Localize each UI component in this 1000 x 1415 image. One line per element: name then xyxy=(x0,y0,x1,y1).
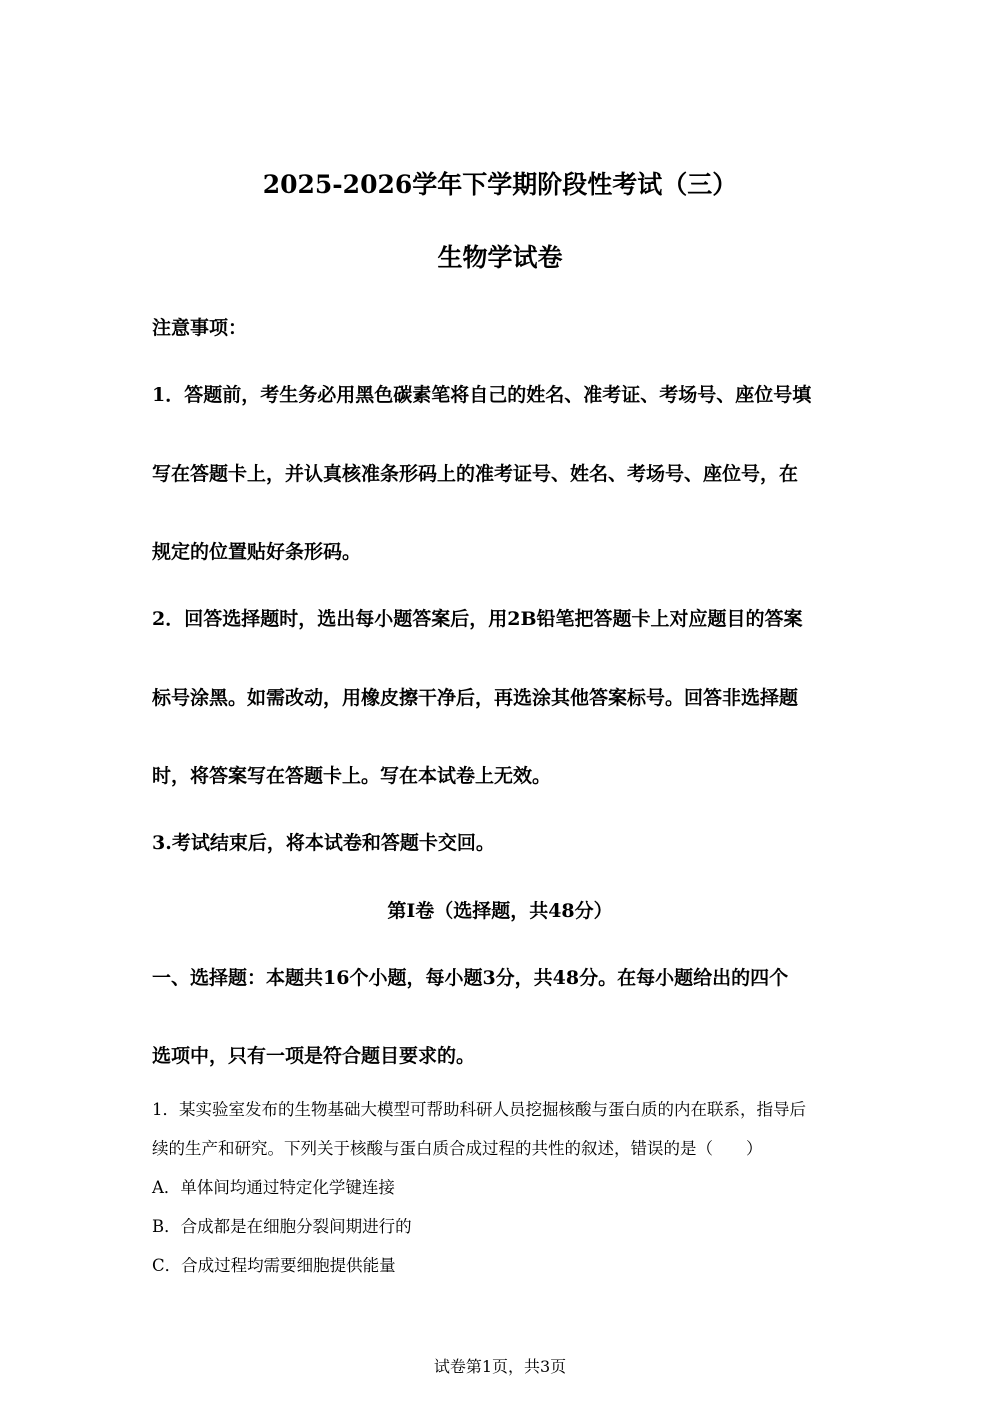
section-instructions-line-2: 选项中，只有一项是符合题目要求的。 xyxy=(152,1045,476,1067)
notice-item-2-line-1: 2．回答选择题时，选出每小题答案后，用2B铅笔把答题卡上对应题目的答案 xyxy=(152,608,803,630)
question-1-stem-line-1: 1．某实验室发布的生物基础大模型可帮助科研人员挖掘核酸与蛋白质的内在联系，指导后 xyxy=(152,1100,806,1119)
notice-heading: 注意事项： xyxy=(152,317,248,339)
notice-item-1-line-2: 写在答题卡上，并认真核准条形码上的准考证号、姓名、考场号、座位号，在 xyxy=(152,463,799,485)
section-instructions-line-1: 一、选择题：本题共16个小题，每小题3分，共48分。在每小题给出的四个 xyxy=(152,967,789,989)
question-1-option-c: C．合成过程均需要细胞提供能量 xyxy=(152,1256,396,1275)
notice-item-1-line-1: 1．答题前，考生务必用黑色碳素笔将自己的姓名、准考证、考场号、座位号填 xyxy=(152,384,812,406)
page-footer: 试卷第1页，共3页 xyxy=(433,1357,567,1376)
section-heading: 第I卷（选择题，共48分） xyxy=(387,900,613,922)
notice-item-2-line-2: 标号涂黑。如需改动，用橡皮擦干净后，再选涂其他答案标号。回答非选择题 xyxy=(152,687,799,709)
notice-item-2-line-3: 时，将答案写在答题卡上。写在本试卷上无效。 xyxy=(152,765,552,787)
question-1-option-b: B．合成都是在细胞分裂间期进行的 xyxy=(152,1217,412,1236)
subject-title: 生物学试卷 xyxy=(437,243,563,272)
question-1-stem-line-2: 续的生产和研究。下列关于核酸与蛋白质合成过程的共性的叙述，错误的是（ ） xyxy=(152,1139,763,1158)
notice-item-1-line-3: 规定的位置贴好条形码。 xyxy=(152,541,362,563)
question-1-option-a: A．单体间均通过特定化学键连接 xyxy=(152,1178,395,1197)
exam-title: 2025-2026学年下学期阶段性考试（三） xyxy=(262,170,738,199)
notice-item-3: 3.考试结束后，将本试卷和答题卡交回。 xyxy=(152,832,495,854)
